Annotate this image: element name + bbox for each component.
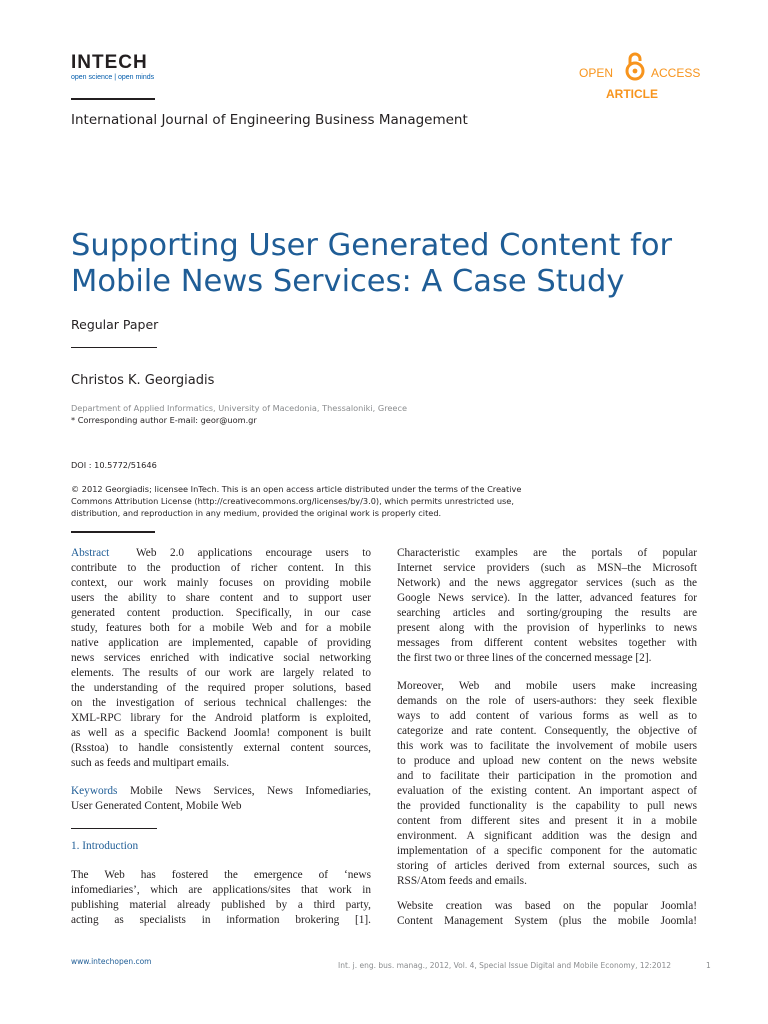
body-line: Internet service providers (such as MSN–the Microsoft bbox=[397, 562, 697, 574]
body-line: messages from different content websites together with bbox=[397, 637, 697, 649]
introduction-heading: 1. Introduction bbox=[71, 840, 139, 852]
intro-line: The Web has fostered the emergence of ‘news bbox=[71, 869, 371, 881]
paper-type: Regular Paper bbox=[71, 317, 159, 332]
page-number: 1 bbox=[706, 961, 711, 970]
body-line: demands on the role of users-authors: they seek flexible bbox=[397, 695, 697, 707]
body-line: environment. A significant addition was the design and bbox=[397, 830, 697, 842]
keywords-line bbox=[71, 784, 371, 799]
abstract-line: on the investigation of serious technical challenges: the bbox=[71, 697, 371, 709]
license-notice bbox=[71, 483, 571, 519]
body-line: Characteristic examples are the portals of popular bbox=[397, 547, 697, 559]
intro-line: publishing material already published by a third party, bbox=[71, 899, 371, 911]
abstract-line: the understanding of the required proper solutions, based bbox=[71, 682, 371, 694]
introduction-body bbox=[71, 868, 371, 928]
column2-paragraph-3 bbox=[397, 899, 697, 929]
article-label: ARTICLE bbox=[606, 87, 658, 101]
abstract-first-line: Web 2.0 applications encourage users to bbox=[136, 547, 371, 559]
column2-paragraph-1 bbox=[397, 546, 697, 666]
paper-title bbox=[71, 228, 711, 300]
section-rule bbox=[71, 531, 155, 533]
corresponding-author: * Corresponding author E-mail: geor@uom.gr bbox=[71, 415, 257, 425]
body-line: to produce and upload new content on the news website bbox=[397, 755, 697, 767]
abstract-line bbox=[71, 546, 371, 561]
abstract-line: as well as a specific Backend Joomla! component is built bbox=[71, 727, 371, 739]
abstract-line: generated content production. Specifically, in our case bbox=[71, 607, 371, 619]
body-line: searching articles and sorting/grouping the results are bbox=[397, 607, 697, 619]
body-line: storing of articles derived from external sources, such as bbox=[397, 860, 697, 872]
section-rule bbox=[71, 347, 157, 348]
footer-citation: Int. j. eng. bus. manag., 2012, Vol. 4, Special Issue Digital and Mobile Economy, 12:2012 bbox=[338, 961, 671, 970]
license-line: distribution, and reproduction in any medium, provided the original work is properly cited. bbox=[71, 508, 442, 518]
abstract-line: such as feeds and multipart emails. bbox=[71, 757, 230, 769]
intech-logo: INTECH bbox=[71, 52, 148, 73]
body-line: Website creation was based on the popular Joomla! bbox=[397, 900, 697, 912]
body-line: RSS/Atom feeds and emails. bbox=[397, 875, 527, 887]
abstract-line: elements. The results of our work are largely related to bbox=[71, 667, 371, 679]
abstract-line: users the ability to share content and to support user bbox=[71, 592, 371, 604]
paper-title-line: Mobile News Services: A Case Study bbox=[71, 264, 625, 299]
keywords bbox=[71, 784, 371, 814]
body-line: content from different sites and present it in a mobile bbox=[397, 815, 697, 827]
journal-name: International Journal of Engineering Business Management bbox=[71, 112, 468, 128]
body-line: Network) and the news aggregator services (such as the bbox=[397, 577, 697, 589]
abstract-line: contribute to the production of richer content. In this bbox=[71, 562, 371, 574]
abstract-label: Abstract bbox=[71, 547, 110, 559]
body-line: implementation of a specific component for the automatic bbox=[397, 845, 697, 857]
body-line: Content Management System (plus the mobile Joomla! bbox=[397, 915, 697, 927]
license-line: Commons Attribution License (http://creativecommons.org/licenses/by/3.0), which permits unrestricted use, bbox=[71, 496, 514, 506]
abstract-line: (Rsstoa) to handle consistently external content sources, bbox=[71, 742, 371, 754]
keywords-label: Keywords bbox=[71, 785, 118, 797]
body-line: categorize and rate content. Consequently, the objective of bbox=[397, 725, 697, 737]
abstract-line: study, features both for a mobile Web and for a mobile bbox=[71, 622, 371, 634]
body-line: the provided functionality is the capability to pull news bbox=[397, 800, 697, 812]
license-line: © 2012 Georgiadis; licensee InTech. This is an open access article distributed under the terms of the Creative bbox=[71, 484, 522, 494]
column2-paragraph-2 bbox=[397, 679, 697, 889]
body-line: ways to add content of various forms as well as to bbox=[397, 710, 697, 722]
intech-tagline: open science | open minds bbox=[71, 74, 155, 81]
open-access-label-access: ACCESS bbox=[651, 66, 701, 80]
body-line: present along with the provision of hyperlinks to news bbox=[397, 622, 697, 634]
open-access-label-open: OPEN bbox=[579, 66, 614, 80]
author-name: Christos K. Georgiadis bbox=[71, 373, 215, 388]
paper-title-line: Supporting User Generated Content for bbox=[71, 228, 673, 263]
body-line: Moreover, Web and mobile users make increasing bbox=[397, 680, 697, 692]
header-rule bbox=[71, 98, 155, 100]
open-access-lock-icon bbox=[624, 51, 646, 81]
section-rule bbox=[71, 828, 157, 829]
intro-line: infomediaries’, which are applications/sites that work in bbox=[71, 884, 371, 896]
body-line: the first two or three lines of the concerned message [2]. bbox=[397, 652, 652, 664]
keywords-line: User Generated Content, Mobile Web bbox=[71, 800, 242, 812]
body-line: this work was to facilitate the involvement of mobile users bbox=[397, 740, 697, 752]
abstract-line: native application are implemented, capable of providing bbox=[71, 637, 371, 649]
abstract bbox=[71, 546, 371, 771]
abstract-line: news services enriched with indicative social networking bbox=[71, 652, 371, 664]
author-affiliation: Department of Applied Informatics, University of Macedonia, Thessaloniki, Greece bbox=[71, 403, 407, 413]
abstract-line: XML-RPC library for the Android platform is exploited, bbox=[71, 712, 371, 724]
footer-website-link[interactable]: www.intechopen.com bbox=[71, 957, 152, 966]
body-line: and to facilitate their participation in the promotion and bbox=[397, 770, 697, 782]
intro-line: acting as specialists in information brokering [1]. bbox=[71, 914, 371, 926]
body-line: evaluation of the existing content. An important aspect of bbox=[397, 785, 697, 797]
body-line: Google News service). In the latter, advanced features for bbox=[397, 592, 697, 604]
doi: DOI : 10.5772/51646 bbox=[71, 460, 157, 470]
keywords-first-line: Mobile News Services, News Infomediaries, bbox=[130, 785, 371, 797]
abstract-line: context, our work mainly focuses on providing mobile bbox=[71, 577, 371, 589]
